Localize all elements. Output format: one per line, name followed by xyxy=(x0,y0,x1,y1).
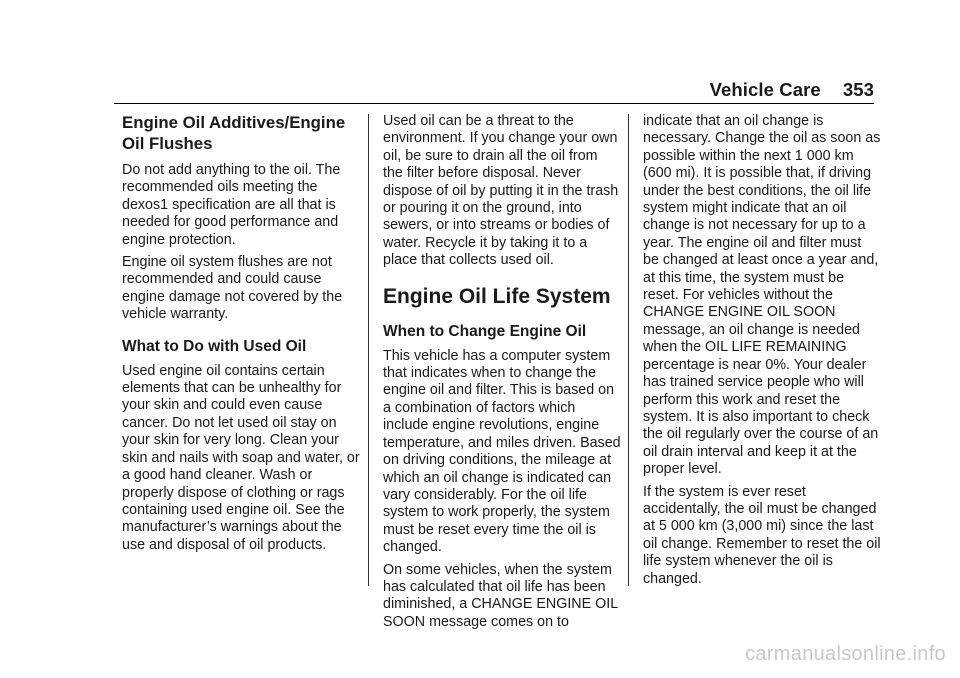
paragraph: Engine oil system flushes are not recommended and could cause engine damage not covered by the vehicle warranty. xyxy=(122,254,343,323)
paragraph: indicate that an oil change is necessary. Change the oil as soon as possible within the next 1 000 km (600 mi). It is possible that, if driving under the best conditions, the oil life system might indicate that an oil change is not necessary for up to a year. The engine oil and filter must be changed at least once a year and, at this time, the system must be reset. For vehicles without the CHANGE ENGINE OIL SOON message, an oil change is needed when the OIL LIFE REMAINING percentage is near 0%. Your dealer has trained service people who will perform this work and reset the system. It is also important to check the oil regularly over the course of an oil drain interval and keep it at the proper level. xyxy=(643,113,881,478)
column-divider xyxy=(368,114,369,586)
page-header xyxy=(710,79,874,101)
paragraph: Used oil can be a threat to the environment. If you change your own oil, be sure to drain all the oil from the filter before disposal. Never dispose of oil by putting it in the trash or pouring it on the ground, into sewers, or into streams or bodies of water. Recycle it by taking it to a place that collects used oil. xyxy=(383,113,619,269)
heading-oil-additives: Engine Oil Additives/Engine Oil Flushes xyxy=(122,113,346,153)
header-rule xyxy=(114,103,874,104)
section-heading-oil-life-system: Engine Oil Life System xyxy=(383,284,611,308)
column-1 xyxy=(122,113,360,559)
watermark: carmanualsonline.info xyxy=(745,643,946,665)
paragraph: Do not add anything to the oil. The recommended oils meeting the dexos1 specification are all that is needed for good performance and engine protection. xyxy=(122,162,341,248)
page-number: 353 xyxy=(842,79,874,100)
paragraph: If the system is ever reset accidentally, the oil must be changed at 5 000 km (3,000 mi) since the last oil change. Remember to reset the oil life system whenever the oil is changed. xyxy=(643,483,881,587)
column-divider xyxy=(628,114,629,586)
heading-when-to-change: When to Change Engine Oil xyxy=(383,322,587,340)
paragraph: Used engine oil contains certain elements that can be unhealthy for your skin and could even cause cancer. Do not let used oil stay on your skin for very long. Clean your skin and nails with soap and water, or a good hand cleaner. Wash or properly dispose of clothing or rags containing used engine oil. See the manufacturer’s warnings about the use and disposal of oil products. xyxy=(122,362,360,553)
paragraph: This vehicle has a computer system that indicates when to change the engine oil and filter. This is based on a combination of factors which include engine revolutions, engine temperature, and miles driven. Based on driving conditions, the mileage at which an oil change is indicated can vary considerably. For the oil life system to work properly, the system must be reset every time the oil is changed. xyxy=(383,347,621,556)
column-2 xyxy=(383,113,621,636)
section-title: Vehicle Care xyxy=(709,79,821,100)
heading-used-oil: What to Do with Used Oil xyxy=(122,337,307,355)
paragraph: On some vehicles, when the system has calculated that oil life has been diminished, a CHANGE ENGINE OIL SOON message comes on to xyxy=(383,561,618,630)
column-3 xyxy=(643,113,881,593)
